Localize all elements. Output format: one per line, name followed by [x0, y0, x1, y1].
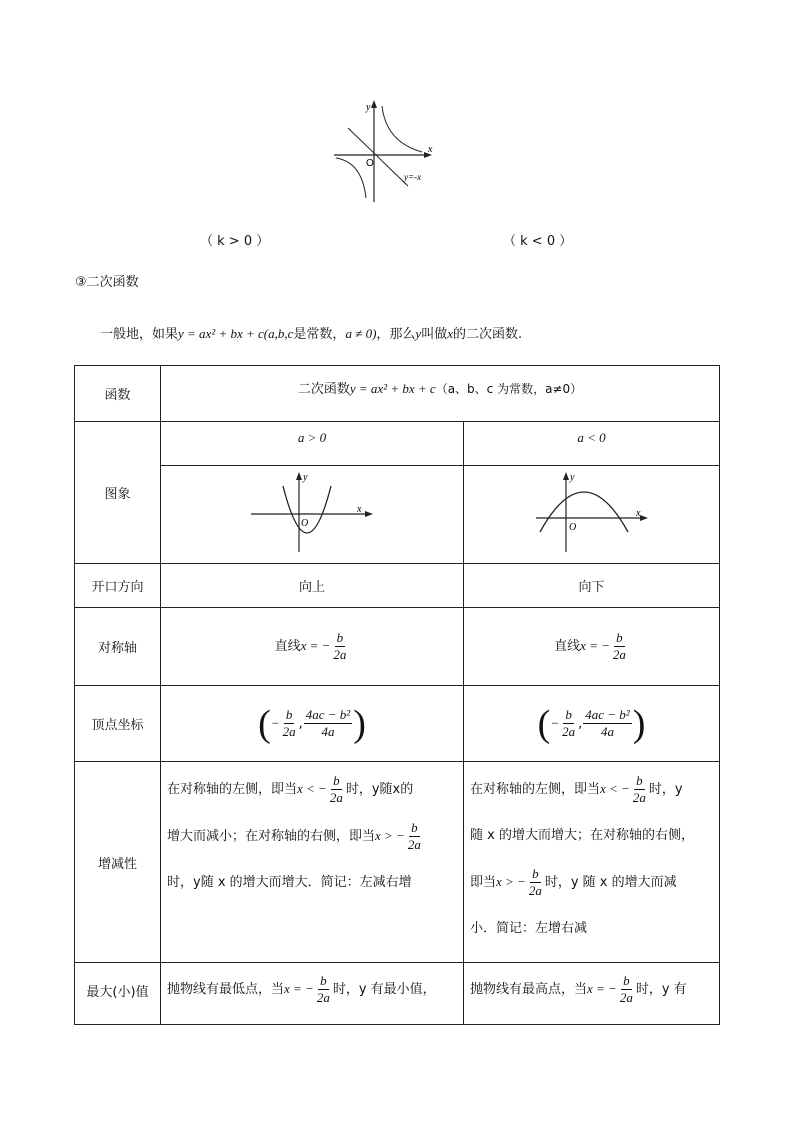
vertex-pos: (− $\frac{b}{2a}$ , $\frac{\text{4ac − b²}}{4a}$ ) [161, 686, 464, 762]
table-row-function [75, 366, 720, 422]
row-label-axis: 对称轴 [75, 608, 161, 686]
table-row-monotonicity [75, 762, 720, 963]
caption-k-positive: （ k > 0 ） [200, 234, 270, 249]
opening-up: 向上 [161, 564, 464, 608]
header-formula: y = ax² + bx + c [349, 381, 436, 396]
quadratic-function-table [74, 365, 720, 1025]
x-axis-label: x [428, 144, 433, 155]
intro-var-y: y [415, 326, 422, 341]
graph-origin-label: O [301, 517, 309, 529]
vertex-y-fraction: $\frac{\text{4ac − b²}}{4a}$ [305, 707, 351, 739]
row-label-graph: 图象 [75, 422, 161, 564]
graph2-origin-label: O [568, 521, 576, 533]
extreme-neg: 抛物线有最高点，当x = − $\frac{b}{2a}$ 时，y 有 [464, 963, 720, 1025]
axis-eq-2: x = − [580, 638, 610, 653]
table-row-axis [75, 608, 720, 686]
axis-prefix: 直线 [274, 639, 301, 654]
graph-x-label: x [357, 503, 362, 515]
case-a-negative: a < 0 [464, 422, 720, 466]
axis-prefix-2: 直线 [554, 639, 581, 654]
graph2-x-label: x [635, 507, 640, 519]
intro-end: 的二次函数. [453, 327, 523, 342]
monotonicity-neg: 在对称轴的左侧，即当x < − $\frac{b}{2a}$ 时，y 随 x 的增大而增大；在对称轴的右侧， 即当x > − $\frac{b}{2a}$ 时，y 随 x 的增大而减 小．简记：左增右减 [464, 762, 720, 963]
axis-pos [161, 608, 464, 686]
case-a-positive: a > 0 [161, 422, 464, 466]
y-axis-label: y [366, 102, 371, 113]
table-row-opening [75, 564, 720, 608]
intro-var-x: x [447, 326, 453, 341]
intro-called: 叫做 [421, 327, 448, 342]
row-label-extreme: 最大(小)值 [75, 963, 161, 1025]
vertex-neg: (− $\frac{b}{2a}$ , $\frac{\text{4ac − b²}}{4a}$ ) [464, 686, 720, 762]
intro-before: 一般地，如果 [100, 327, 179, 342]
graph-y-label: y [303, 471, 308, 483]
table-row-vertex [75, 686, 720, 762]
caption-k-negative: （ k < 0 ） [503, 234, 573, 249]
monotonicity-pos: 在对称轴的左侧，即当x < − $\frac{b}{2a}$ 时，y随x的 增大而减小；在对称轴的右侧，即当x > − $\frac{b}{2a}$ 时，y随 x 的增大而增大．简记：左减右增 [161, 762, 464, 963]
intro-formula: y = ax² + bx + c(a,b,c [178, 326, 294, 341]
row-label-vertex: 顶点坐标 [75, 686, 161, 762]
vertex-x-fraction-2: $\frac{b}{2a}$ [562, 707, 576, 739]
axis-fraction: $\frac{b}{2a}$ [333, 630, 347, 662]
inverse-function-graph [330, 98, 440, 206]
table-row-graph-cases [75, 422, 720, 466]
upward-parabola-svg [247, 470, 377, 556]
axis-fraction-2: $\frac{b}{2a}$ [612, 630, 626, 662]
table-row-extreme [75, 963, 720, 1025]
intro-paragraph [100, 323, 522, 342]
header-text-2: （a、b、c 为常数，a≠0） [435, 382, 583, 396]
row-label-opening: 开口方向 [75, 564, 161, 608]
intro-after: ，那么 [376, 327, 416, 342]
section-heading: ③二次函数 [75, 275, 139, 290]
opening-down: 向下 [464, 564, 720, 608]
axis-neg [464, 608, 720, 686]
vertex-x-fraction: $\frac{b}{2a}$ [282, 707, 296, 739]
origin-label: O [366, 158, 374, 169]
axis-eq: x = − [300, 638, 331, 653]
graph2-y-label: y [569, 471, 574, 483]
intro-condition: a ≠ 0) [345, 326, 377, 341]
vertex-y-fraction-2: $\frac{\text{4ac − b²}}{4a}$ [585, 707, 630, 739]
row-label-monotonicity: 增减性 [75, 762, 161, 963]
intro-middle: 是常数， [293, 327, 346, 342]
downward-parabola-svg [532, 470, 652, 556]
row-label-function: 函数 [75, 366, 161, 422]
extreme-pos: 抛物线有最低点，当x = − $\frac{b}{2a}$ 时，y 有最小值， [161, 963, 464, 1025]
table-row-graphs [75, 466, 720, 564]
line-label: y=-x [404, 172, 422, 182]
header-text-1: 二次函数 [297, 382, 350, 397]
graph-downward-parabola [464, 466, 720, 564]
graph-upward-parabola [161, 466, 464, 564]
function-definition [161, 366, 720, 422]
